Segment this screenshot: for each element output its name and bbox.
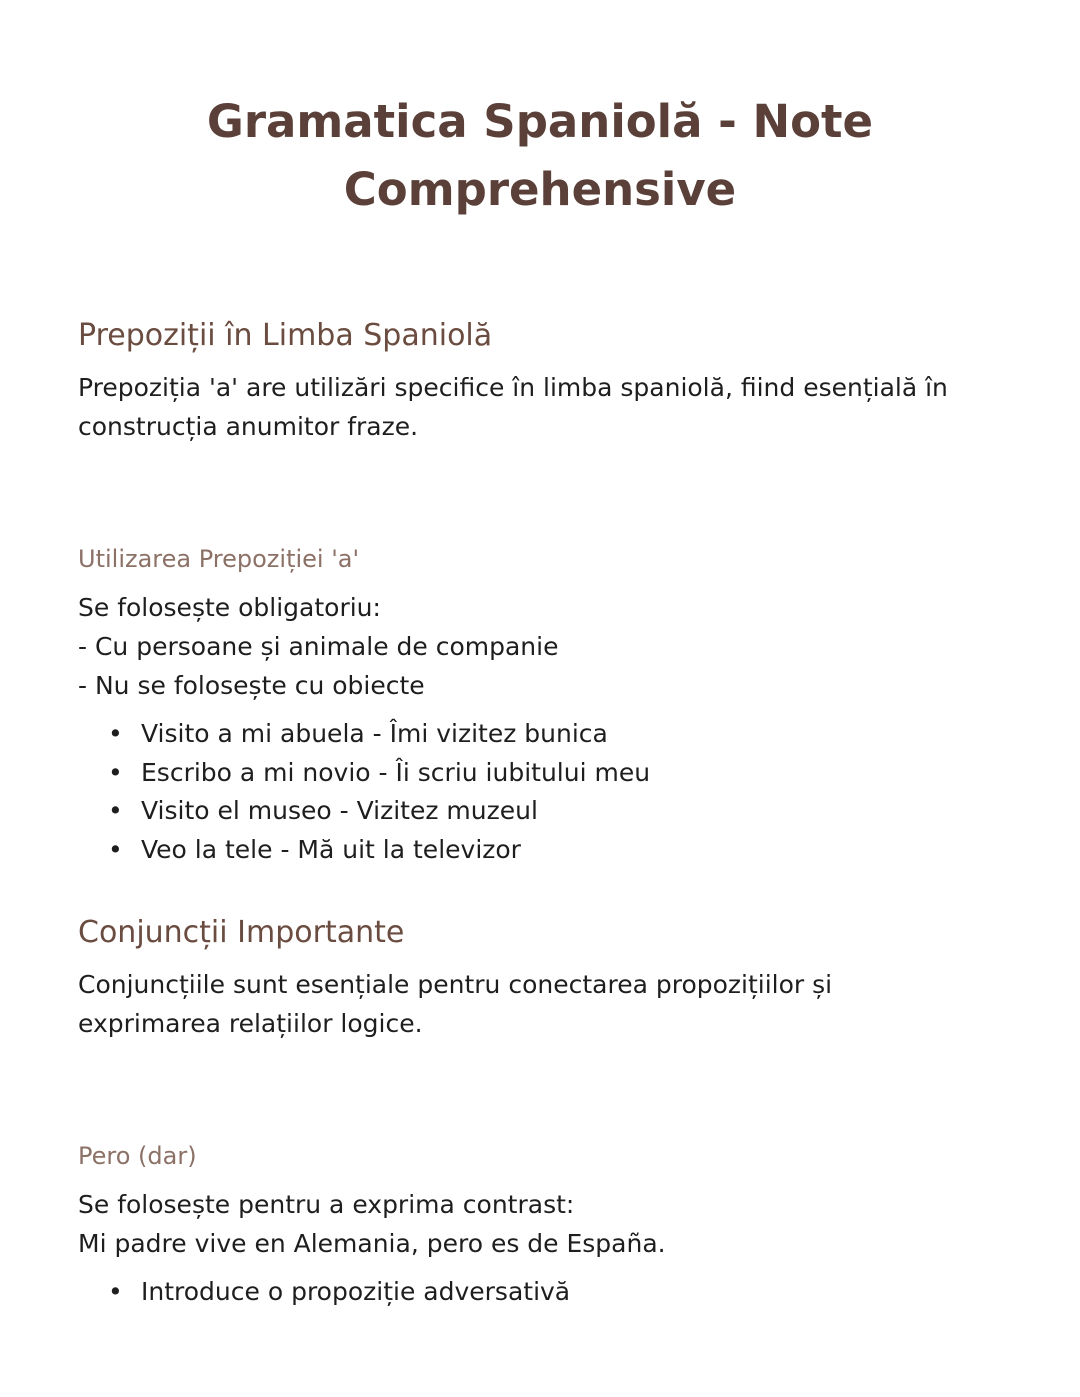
section-intro-conjunctions (78, 965, 1008, 1043)
section-heading-prepositions: Prepoziții în Limba Spaniolă (78, 318, 493, 353)
list-item: • Introduce o propoziție adversativă (108, 1273, 570, 1312)
page-title-line-1: Gramatica Spaniolă - Note (206, 95, 874, 148)
example-list-preposition-a (108, 715, 650, 869)
subsection-heading-pero: Pero (dar) (78, 1142, 197, 1170)
subsection-heading-preposition-a: Utilizarea Prepoziției 'a' (78, 545, 360, 573)
section-heading-conjunctions: Conjuncții Importante (78, 915, 405, 950)
intro-line: Conjuncțiile sunt esențiale pentru conectarea propozițiilor și (78, 970, 833, 999)
intro-line: exprimarea relațiilor logice. (78, 1009, 423, 1038)
page-title-line-2: Comprehensive (343, 163, 737, 216)
list-item: • Veo la tele - Mă uit la televizor (108, 831, 650, 870)
section-intro-prepositions (78, 368, 1008, 446)
subsection-body-pero (78, 1185, 1008, 1263)
body-line: - Cu persoane și animale de companie (78, 632, 559, 661)
example-list-pero (108, 1273, 570, 1312)
body-line: - Nu se folosește cu obiecte (78, 671, 425, 700)
page-title (0, 88, 1080, 224)
intro-line: construcția anumitor fraze. (78, 412, 419, 441)
body-line: Se folosește pentru a exprima contrast: (78, 1190, 575, 1219)
body-line: Mi padre vive en Alemania, pero es de España. (78, 1229, 666, 1258)
list-item: • Visito el museo - Vizitez muzeul (108, 792, 650, 831)
list-item: • Escribo a mi novio - Îi scriu iubitului meu (108, 754, 650, 793)
intro-line: Prepoziția 'a' are utilizări specifice în limba spaniolă, fiind esențială în (78, 373, 948, 402)
body-line: Se folosește obligatoriu: (78, 593, 381, 622)
subsection-body-preposition-a (78, 588, 1008, 705)
list-item: • Visito a mi abuela - Îmi vizitez bunica (108, 715, 650, 754)
